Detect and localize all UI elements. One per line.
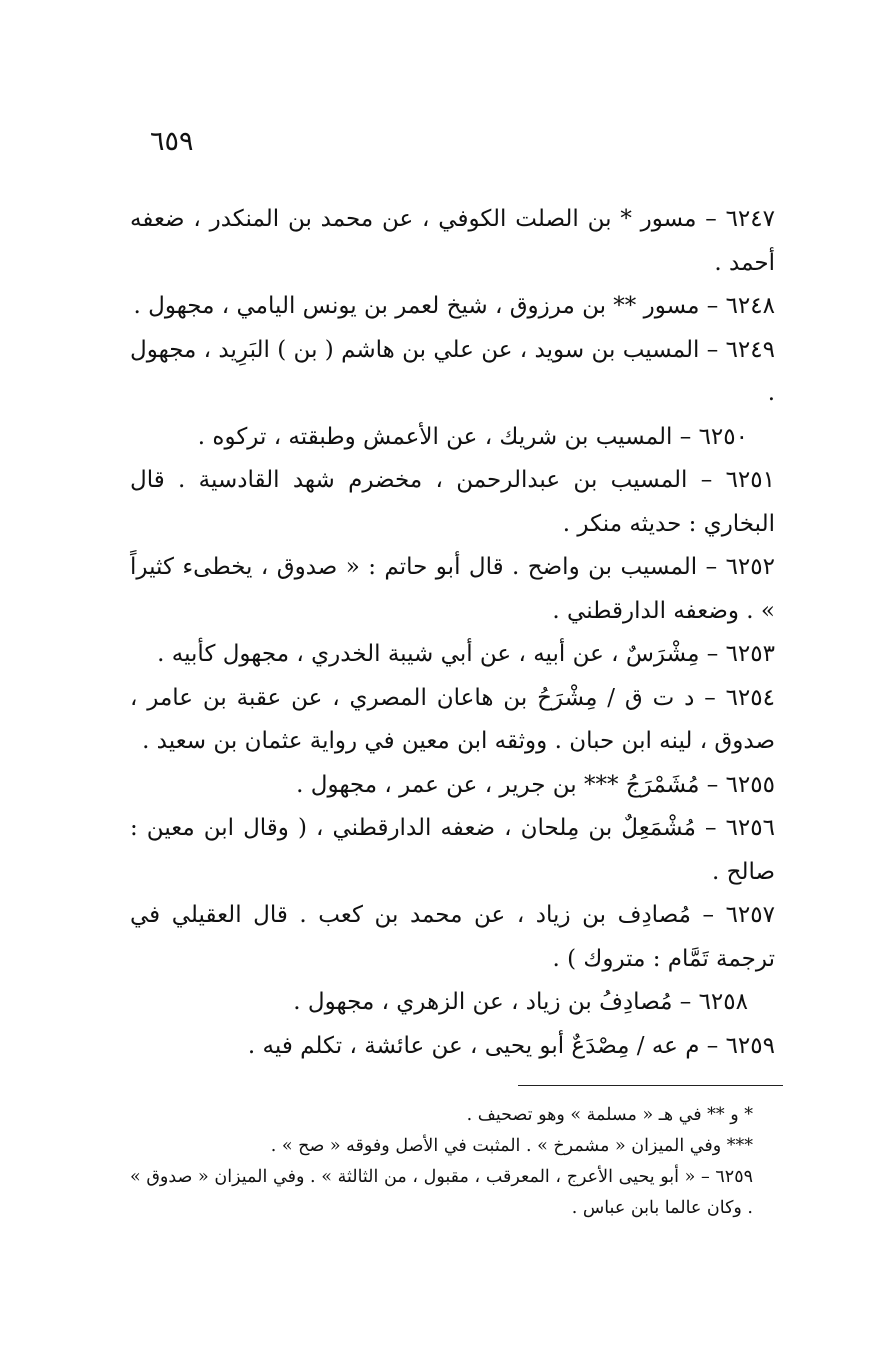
page-number: ٦٥٩: [150, 126, 194, 157]
entry-6248: ٦٢٤٨ – مسور ** بن مرزوق ، شيخ لعمر بن يونس اليامي ، مجهول .: [133, 293, 775, 319]
footnotes: [130, 1100, 775, 1224]
entries-list: [130, 198, 775, 1068]
entry-6254: ٦٢٥٤ – د ت ق / مِشْرَحُ بن هاعان المصري ، عن عقبة بن عامر ، صدوق ، لينه ابن حبان . ووثقه ابن معين في رواية عثمان بن سعيد .: [130, 684, 775, 754]
entry-6256: ٦٢٥٦ – مُشْمَعِلٌ بن مِلحان ، ضعفه الدارقطني ، ( وقال ابن معين : صالح .: [130, 815, 775, 885]
entry-6252: ٦٢٥٢ – المسيب بن واضح . قال أبو حاتم : « صدوق ، يخطىء كثيراً » . وضعفه الدارقطني .: [130, 554, 775, 624]
footnote-3: ٦٢٥٩ – « أبو يحيى الأعرج ، المعرقب ، مقبول ، من الثالثة » . وفي الميزان « صدوق » . وكان عالما بابن عباس .: [130, 1167, 753, 1218]
entry-6257: ٦٢٥٧ – مُصادِف بن زياد ، عن محمد بن كعب . قال العقيلي في ترجمة تَمَّام : متروك ) .: [130, 902, 775, 972]
entry-6250: ٦٢٥٠ – المسيب بن شريك ، عن الأعمش وطبقته ، تركوه .: [197, 423, 748, 450]
entry-6251: ٦٢٥١ – المسيب بن عبدالرحمن ، مخضرم شهد القادسية . قال البخاري : حديثه منكر .: [130, 467, 775, 537]
footnote-divider: [518, 1085, 783, 1086]
footnote-2: *** وفي الميزان « مشمرخ » . المثبت في الأصل وفوقه « صح » .: [270, 1136, 753, 1156]
entry-6258: ٦٢٥٨ – مُصادِفُ بن زياد ، عن الزهري ، مجهول .: [293, 989, 748, 1015]
entry-6259: ٦٢٥٩ – م عه / مِصْدَعٌ أبو يحيى ، عن عائشة ، تكلم فيه .: [247, 1032, 775, 1059]
entry-6247: ٦٢٤٧ – مسور * بن الصلت الكوفي ، عن محمد بن المنكدر ، ضعفه أحمد .: [130, 206, 775, 276]
entry-6253: ٦٢٥٣ – مِشْرَسٌ ، عن أبيه ، عن أبي شيبة الخدري ، مجهول كأبيه .: [157, 641, 775, 667]
entry-6255: ٦٢٥٥ – مُشَمْرَجُ *** بن جرير ، عن عمر ، مجهول .: [296, 771, 775, 798]
entry-6249: ٦٢٤٩ – المسيب بن سويد ، عن علي بن هاشم ( بن ) البَرِيد ، مجهول .: [130, 336, 775, 406]
footnote-1: * و ** في هـ « مسلمة » وهو تصحيف .: [466, 1105, 753, 1125]
